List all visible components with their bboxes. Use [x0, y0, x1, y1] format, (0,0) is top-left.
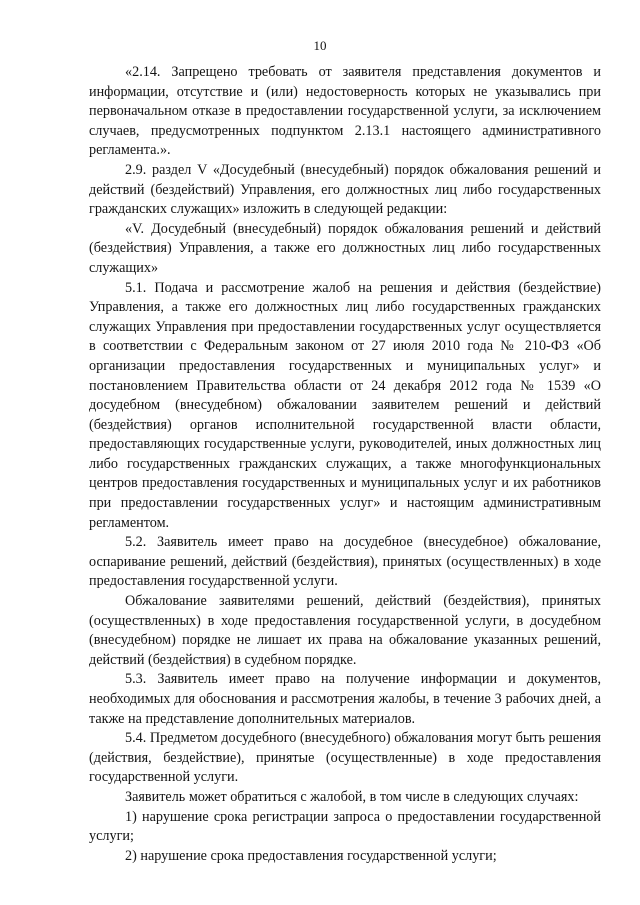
page-number: 10 [313, 38, 327, 53]
document-body [89, 63, 601, 866]
paragraph-5-1: 5.1. Подача и рассмотрение жалоб на решения и действия (бездействие) Управления, а также его должностных лиц либо государственных гражданских служащих Управления при предоставлении государственных услуг осуществляется в соответствии с Федеральным законом от 27 июля 2010 года № 210-ФЗ «Об организации предоставления государственных и муниципальных услуг» и постановлением Правительства области от 24 декабря 2012 года № 1539 «О досудебном (внесудебном) обжаловании заявителем решений и действий (бездействия) органов исполнительной государственной власти области, предоставляющих государственные услуги, руководителей, иных должностных лиц либо государственных гражданских служащих, а также многофункциональных центров предоставления государственных и муниципальных услуг и их работников при предоставлении государственных услуг» и настоящим административным регламентом. [89, 279, 601, 531]
paragraph-2-14: «2.14. Запрещено требовать от заявителя представления документов и информации, отсутствие и (или) недостоверность которых не указывались при первоначальном отказе в предоставлении государственной услуги, за исключением случаев, предусмотренных подпунктом 2.13.1 настоящего административного регламента.». [89, 64, 601, 159]
paragraph-2-9: 2.9. раздел V «Досудебный (внесудебный) порядок обжалования решений и действий (бездействий) Управления, его должностных лиц либо государственных гражданских служащих» изложить в следующей редакции: [89, 161, 601, 218]
paragraph-5-3: 5.3. Заявитель имеет право на получение информации и документов, необходимых для обоснования и рассмотрения жалобы, в течение 3 рабочих дней, а также на представление дополнительных материалов. [89, 671, 601, 727]
paragraph-5-2: 5.2. Заявитель имеет право на досудебное (внесудебное) обжалование, оспаривание решений, действий (бездействия), принятых (осуществленных) в ходе предоставления государственной услуги. [89, 534, 601, 590]
section-v-heading: «V. Досудебный (внесудебный) порядок обжалования решений и действий (бездействия) Управления, а также его должностных лиц либо государственных служащих» [89, 220, 601, 276]
paragraph-appeal-rights: Обжалование заявителями решений, действий (бездействия), принятых (осуществленных) в ходе предоставления государственной услуги, в досудебном (внесудебном) порядке не лишает их права на обжалование указанных решений, действий (бездействия) в судебном порядке. [89, 593, 601, 668]
list-item-2: 2) нарушение срока предоставления государственной услуги; [125, 847, 497, 864]
paragraph-5-4: 5.4. Предметом досудебного (внесудебного) обжалования могут быть решения (действия, бездействие), принятые (осуществленные) в ходе предоставления государственной услуги. [89, 730, 601, 786]
list-item-1: 1) нарушение срока регистрации запроса о предоставлении государственной услуги; [89, 808, 601, 845]
paragraph-complaint-cases: Заявитель может обратиться с жалобой, в том числе в следующих случаях: [125, 788, 579, 805]
